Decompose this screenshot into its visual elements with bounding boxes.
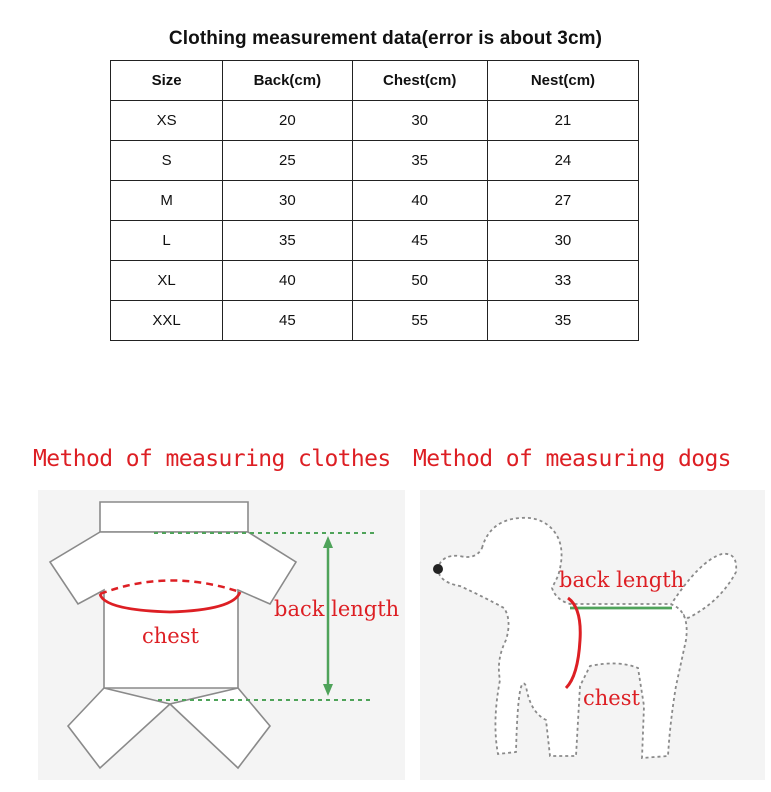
cell-nest: 30 xyxy=(487,221,638,261)
table-row xyxy=(111,181,639,221)
cell-back: 40 xyxy=(223,261,352,301)
cell-chest: 45 xyxy=(352,221,487,261)
cell-nest: 27 xyxy=(487,181,638,221)
size-table xyxy=(110,60,639,341)
clothes-arrow-down xyxy=(323,684,333,696)
cell-back: 20 xyxy=(223,101,352,141)
dog-nose xyxy=(433,564,443,574)
cell-chest: 40 xyxy=(352,181,487,221)
cell-nest: 33 xyxy=(487,261,638,301)
cell-size: L xyxy=(111,221,223,261)
table-row xyxy=(111,221,639,261)
cell-chest: 30 xyxy=(352,101,487,141)
cell-nest: 35 xyxy=(487,301,638,341)
cell-nest: 24 xyxy=(487,141,638,181)
chart-title: Clothing measurement data(error is about 3cm) xyxy=(168,28,603,49)
clothes-leg-left xyxy=(68,688,170,768)
cell-back: 45 xyxy=(223,301,352,341)
header-nest: Nest(cm) xyxy=(487,61,638,101)
header-chest: Chest(cm) xyxy=(352,61,487,101)
clothes-back-length-label: back length xyxy=(274,597,400,621)
cell-chest: 55 xyxy=(352,301,487,341)
table-row xyxy=(111,301,639,341)
clothes-method-heading: Method of measuring clothes xyxy=(33,446,391,472)
dog-outline xyxy=(438,518,687,758)
table-header-row xyxy=(111,61,639,101)
clothes-chest-label: chest xyxy=(142,624,199,648)
header-back: Back(cm) xyxy=(223,61,352,101)
header-size: Size xyxy=(111,61,223,101)
cell-chest: 35 xyxy=(352,141,487,181)
table-row xyxy=(111,141,639,181)
dog-chest-label: chest xyxy=(583,686,640,710)
clothes-body xyxy=(50,532,296,688)
dog-back-length-label: back length xyxy=(559,568,685,592)
cell-back: 35 xyxy=(223,221,352,261)
cell-size: S xyxy=(111,141,223,181)
dogs-method-heading: Method of measuring dogs xyxy=(413,446,731,472)
cell-nest: 21 xyxy=(487,101,638,141)
table-row xyxy=(111,101,639,141)
cell-chest: 50 xyxy=(352,261,487,301)
cell-back: 30 xyxy=(223,181,352,221)
cell-size: XS xyxy=(111,101,223,141)
cell-size: XL xyxy=(111,261,223,301)
dog-diagram xyxy=(420,490,765,780)
clothes-arrow-up xyxy=(323,536,333,548)
clothes-collar xyxy=(100,502,248,532)
clothes-diagram xyxy=(38,490,405,780)
table-row xyxy=(111,261,639,301)
cell-size: M xyxy=(111,181,223,221)
cell-back: 25 xyxy=(223,141,352,181)
cell-size: XXL xyxy=(111,301,223,341)
